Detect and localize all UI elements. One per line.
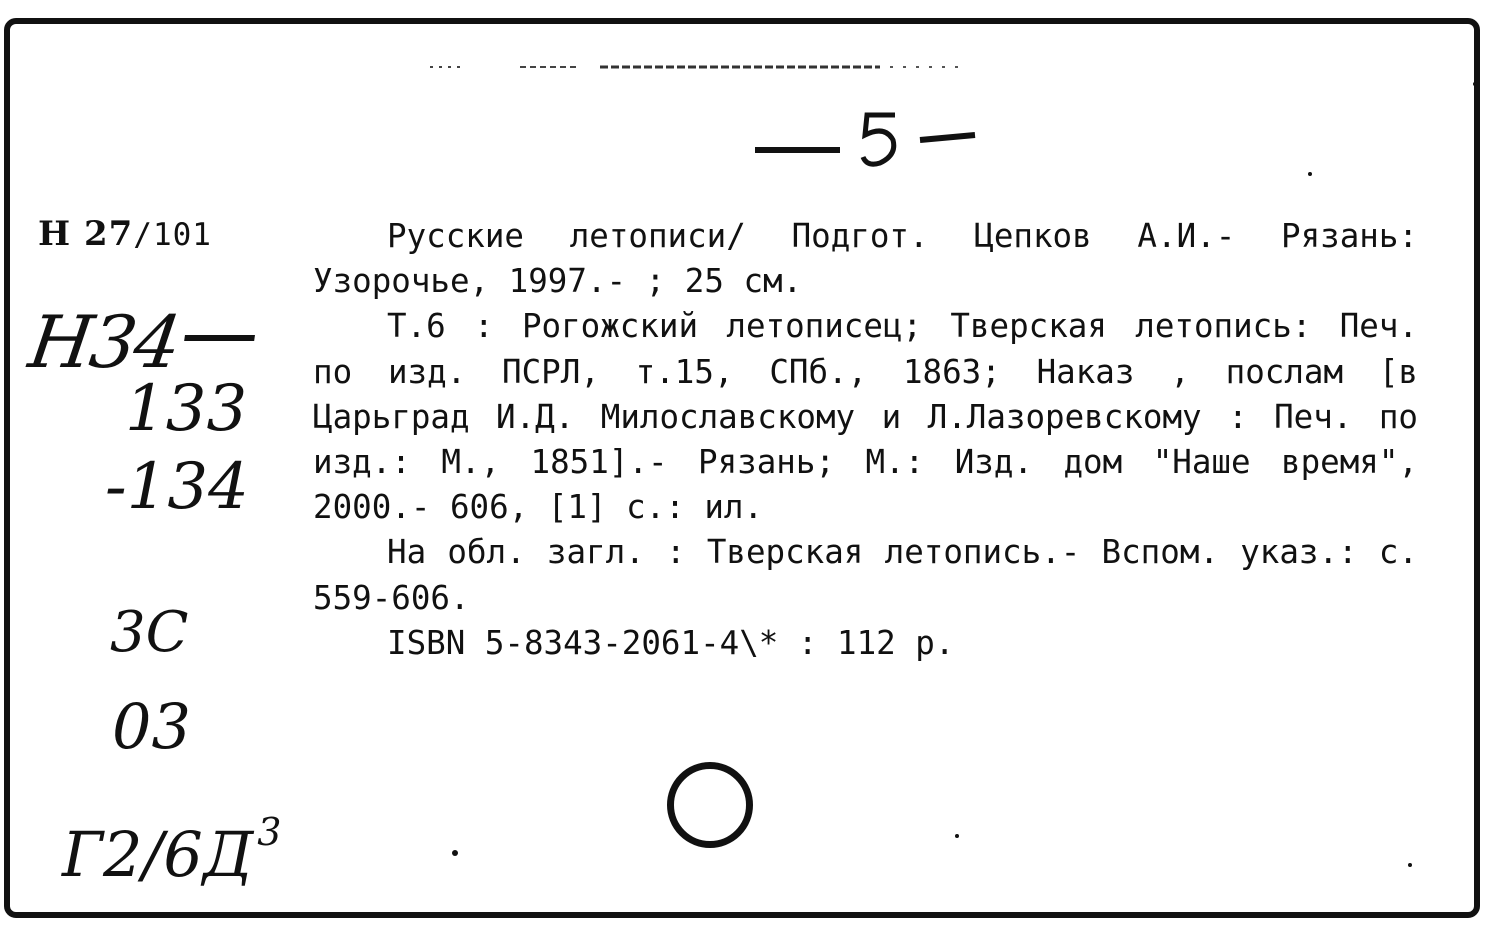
call-number-main: Н 27 xyxy=(38,214,134,254)
shelf-mark-dash xyxy=(185,335,256,341)
call-number xyxy=(38,214,212,254)
call-number-sub: /101 xyxy=(133,217,212,253)
mark-3-sup: 3 xyxy=(257,810,282,854)
page-number-drawing xyxy=(755,95,985,185)
punch-hole xyxy=(667,762,753,848)
record-volume-paragraph: Т.6 : Рогожский летописец; Тверская летопись: Печ. по изд. ПСРЛ, т.15, СПб., 1863; Наказ , послам [в Царьград И.Д. Милославскому и Л.Лазоревскому : Печ. по изд.: М., 1851].- Рязань; М.: Изд. дом "Наше время", 2000.- 606, [1] с.: ил. xyxy=(313,307,1418,527)
scan-speck xyxy=(1473,82,1477,86)
record-notes-paragraph: На обл. загл. : Тверская летопись.- Вспом. указ.: с. 559-606. xyxy=(313,533,1418,617)
handwritten-mark-3 xyxy=(62,810,282,891)
record-isbn-paragraph: ISBN 5-8343-2061-4\* : 112 р. xyxy=(387,623,955,662)
handwritten-mark-1: 3С xyxy=(110,600,189,665)
handwritten-range-top: 133 xyxy=(125,372,248,446)
scan-noise xyxy=(430,62,960,72)
shelf-mark-text: Н34 xyxy=(24,300,185,384)
scan-speck xyxy=(452,850,458,856)
handwritten-range-bottom: -134 xyxy=(105,450,249,524)
scan-speck xyxy=(1308,172,1312,176)
bibliographic-record xyxy=(313,214,1418,666)
handwritten-mark-2: 03 xyxy=(112,690,191,763)
record-title-paragraph: Русские летописи/ Подгот. Цепков А.И.- Рязань: Узорочье, 1997.- ; 25 см. xyxy=(313,217,1418,301)
page-number xyxy=(755,95,985,185)
mark-3-text: Г2/6Д xyxy=(62,818,254,891)
scan-speck xyxy=(1408,863,1412,867)
scan-speck xyxy=(955,834,959,838)
